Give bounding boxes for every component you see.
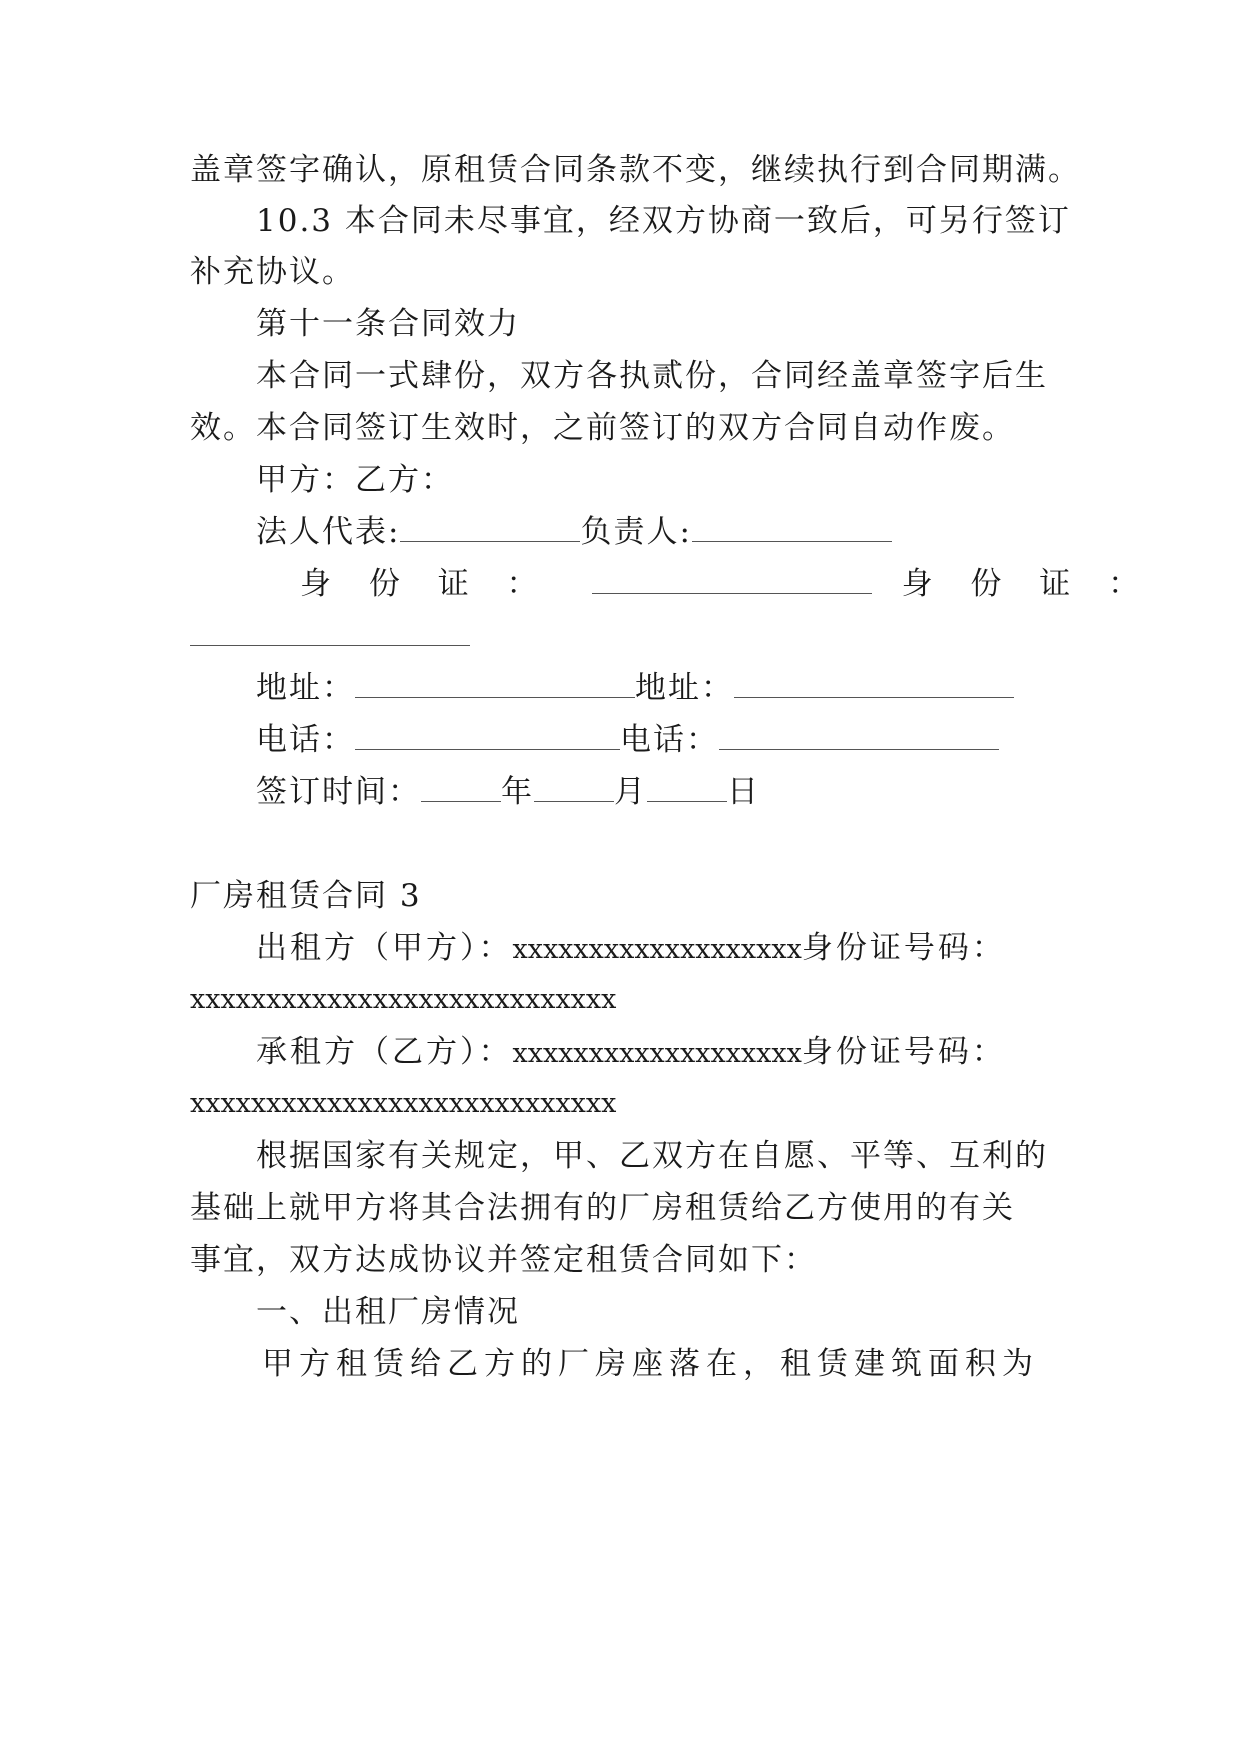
year-blank [421,775,501,802]
day-label: 日 [727,774,760,810]
paragraph-line: 效。本合同签订生效时，之前签订的双方合同自动作废。 [190,410,1015,446]
signature-row-phone [256,720,1056,760]
paragraph-line: 基础上就甲方将其合法拥有的厂房租赁给乙方使用的有关 [190,1190,1015,1226]
id-blank-b [190,645,470,646]
year-label: 年 [501,774,534,810]
paragraph-line: 盖章签字确认，原租赁合同条款不变，继续执行到合同期满。 [190,152,1081,188]
legal-rep-blank [400,515,580,542]
lessee-id-label: 身份证号码： [801,1034,1006,1070]
section-heading: 一、出租厂房情况 [256,1294,520,1330]
signature-row-id [300,564,1154,604]
lessor-label: 出租方（甲方）： [256,930,513,966]
lessor-line [256,928,1056,970]
phone-label-a: 电话： [256,722,355,758]
paragraph-line: 事宜，双方达成协议并签定租赁合同如下： [190,1242,817,1278]
lessee-name: xxxxxxxxxxxxxxxxxxx [512,1038,802,1069]
phone-label-b: 电话： [620,722,719,758]
id-label-a: 身 份 证 ： [300,566,552,602]
paragraph-line: 补充协议。 [190,254,355,290]
month-blank [534,775,614,802]
address-blank-a [355,671,635,698]
signature-row-representative [256,512,1056,552]
paragraph-line: 甲方租赁给乙方的厂房座落在，租赁建筑面积为 [262,1346,1039,1382]
day-blank [647,775,727,802]
month-label: 月 [614,774,647,810]
id-label-b: 身 份 证 ： [901,566,1154,602]
contract-title: 厂房租赁合同 3 [190,878,422,914]
responsible-blank [692,515,892,542]
lessor-id-label: 身份证号码： [801,930,1006,966]
lessor-id-value: xxxxxxxxxxxxxxxxxxxxxxxxxxxx [190,984,617,1015]
lessee-line [256,1032,1056,1074]
lessee-id-value: xxxxxxxxxxxxxxxxxxxxxxxxxxxx [190,1088,617,1119]
id-blank-a [592,567,872,594]
paragraph-line: 本合同一式肆份，双方各执贰份，合同经盖章签字后生 [256,358,1048,394]
lessor-name: xxxxxxxxxxxxxxxxxxx [512,934,802,965]
signature-row-date [256,772,1056,812]
phone-blank-a [355,723,620,750]
address-blank-b [734,671,1014,698]
lessee-label: 承租方（乙方）： [256,1034,513,1070]
phone-blank-b [719,723,999,750]
address-label-a: 地址： [256,670,355,706]
paragraph-line: 根据国家有关规定，甲、乙双方在自愿、平等、互利的 [256,1138,1048,1174]
responsible-label: 负责人: [580,514,692,550]
paragraph-line: 10.3 本合同未尽事宜，经双方协商一致后，可另行签订 [256,203,1071,239]
party-labels: 甲方：乙方： [256,462,454,498]
legal-rep-label: 法人代表: [256,514,401,550]
signature-row-address [256,668,1056,708]
section-heading: 第十一条合同效力 [256,306,520,342]
date-label: 签订时间： [256,774,421,810]
address-label-b: 地址： [635,670,734,706]
